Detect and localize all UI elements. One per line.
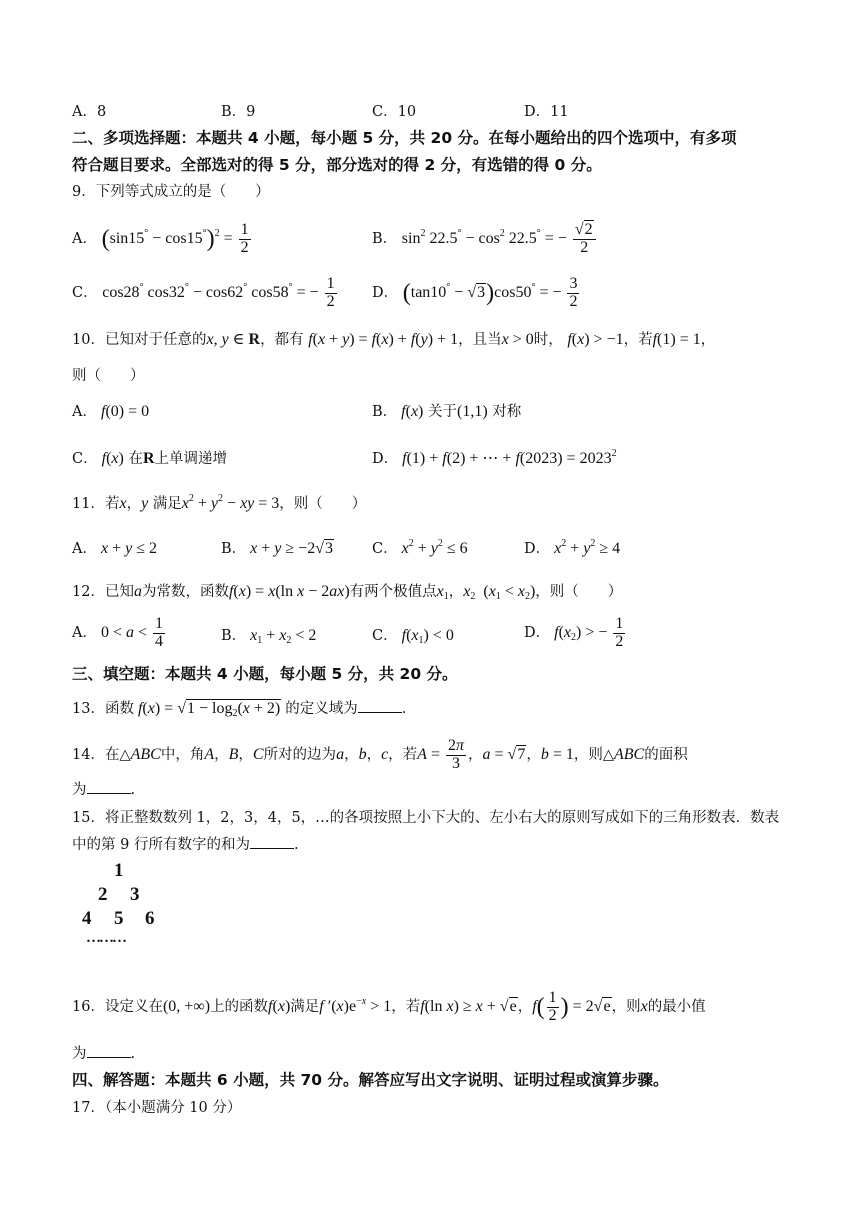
q10-option-d: D． f(1) + f(2) + ⋯ + $f(2023) = 2023^2$ (372, 448, 617, 467)
triangle-number: 1 (114, 860, 124, 881)
q14-stem-line1: 14．在△ABC中，角A，B，C所对的边为a，b，c，若A = $\frac{2\pi}{3}$ ，a = √7，b = 1，则△ABC的面积 (72, 737, 688, 772)
triangle-number: 6 (145, 908, 155, 929)
q10-stem-line2: 则（ ） (72, 368, 145, 384)
q9-option-c: C． cos28° cos32° − cos62° cos58° = − $\frac{1}{2}$ (72, 275, 335, 310)
q11-option-a: A． x + y ≤ 2 (72, 540, 158, 557)
q12-option-a: A． 0 < a < $\frac{1}{4}$ (72, 615, 164, 650)
q10-option-a: A． f(0) = 0 (72, 403, 150, 420)
triangle-ellipsis: ……… (86, 930, 125, 946)
q15-answer-blank[interactable] (250, 836, 294, 849)
q16-answer-blank[interactable] (87, 1045, 131, 1058)
q9-option-d: D． (tan10° − √3)cos50° = − $\frac{3}{2}$ (372, 275, 578, 310)
q8-option-a: A．8 (72, 104, 107, 120)
q12-stem: 12．已知a为常数，函数f(x) = x(ln x − 2ax)有两个极值点$x_1$，$x_2$ $(x_1 < x_2)$，则（ ） (72, 583, 623, 602)
q16-stem-line1: 16．设定义在(0, +∞)上的函数f(x)满足f $'(x)e^{-x} > 1$，若f(ln x) ≥ x + √e，f( $\frac{1}{2}$ ) = 2√e，则x的最小值 (72, 989, 706, 1024)
q12-option-c: C． $f(x_1) < 0$ (372, 627, 454, 646)
q15-stem-line1: 15．将正整数数列 1，2，3，4，5，…的各项按照上小下大的、左小右大的原则写成如下的三角形数表．数表 (72, 810, 780, 826)
q8-option-c: C．10 (372, 104, 417, 120)
q11-stem: 11．若x，y 满足$x^2 + y^2$ − xy = 3，则（ ） (72, 493, 367, 512)
q14-answer-blank[interactable] (87, 781, 131, 794)
triangle-number: 4 (82, 908, 92, 929)
section2-heading-line1: 二、多项选择题：本题共 4 小题，每小题 5 分，共 20 分。在每小题给出的四个选项中，有多项 (72, 129, 737, 147)
q10-option-c: C． f(x) 在R上单调递增 (72, 450, 227, 467)
section2-heading-line2: 符合题目要求。全部选对的得 5 分，部分选对的得 2 分，有选错的得 0 分。 (72, 156, 602, 174)
q9-stem: 9．下列等式成立的是（ ） (72, 184, 270, 200)
q17-stem: 17．（本小题满分 10 分） (72, 1100, 242, 1116)
q12-option-d: D． $f(x_2)$ > − $\frac{1}{2}$ (524, 615, 624, 650)
q16-stem-line2: 为 . (72, 1046, 136, 1062)
triangle-number: 3 (130, 884, 140, 905)
q8-option-d: D．11 (524, 104, 569, 120)
q11-option-d: D． $x^2 + y^2 \ge 4$ (524, 538, 621, 557)
q9-option-a: A． $(\sin 15^\circ - \cos 15^\circ)^2$ = $\frac{1}{2}$ (72, 221, 249, 256)
q8-option-b: B．9 (221, 104, 256, 120)
q15-stem-line2: 中的第 9 行所有数字的和为 . (72, 837, 299, 853)
section4-heading: 四、解答题：本题共 6 小题，共 70 分。解答应写出文字说明、证明过程或演算步骤。 (72, 1071, 669, 1089)
q11-option-c: C． $x^2 + y^2 \le 6$ (372, 538, 468, 557)
q11-option-b: B． x + y ≥ −2√3 (221, 540, 333, 557)
q13-stem: 13．函数 $f(x) = √1 - \log_2(x + 2)$ 的定义域为 . (72, 700, 407, 719)
q10-stem-line1: 10．已知对于任意的x, y ∈ R，都有 f(x + y) = f(x) + f(y) + 1，且当x > 0时， f(x) > −1，若f(1) = 1， (72, 331, 716, 348)
q9-option-b: B． $\sin^2 22.5^\circ - \cos^2 22.5^\circ$ = − $\frac{√2}{2}$ (372, 222, 598, 257)
q13-answer-blank[interactable] (358, 700, 402, 713)
q12-option-b: B． $x_1 + x_2 < 2$ (221, 627, 317, 646)
q14-stem-line2: 为 . (72, 782, 136, 798)
triangle-number: 2 (98, 884, 108, 905)
q10-option-b: B． f(x) 关于(1,1) 对称 (372, 403, 522, 420)
triangle-number: 5 (114, 908, 124, 929)
section3-heading: 三、填空题：本题共 4 小题，每小题 5 分，共 20 分。 (72, 665, 458, 683)
